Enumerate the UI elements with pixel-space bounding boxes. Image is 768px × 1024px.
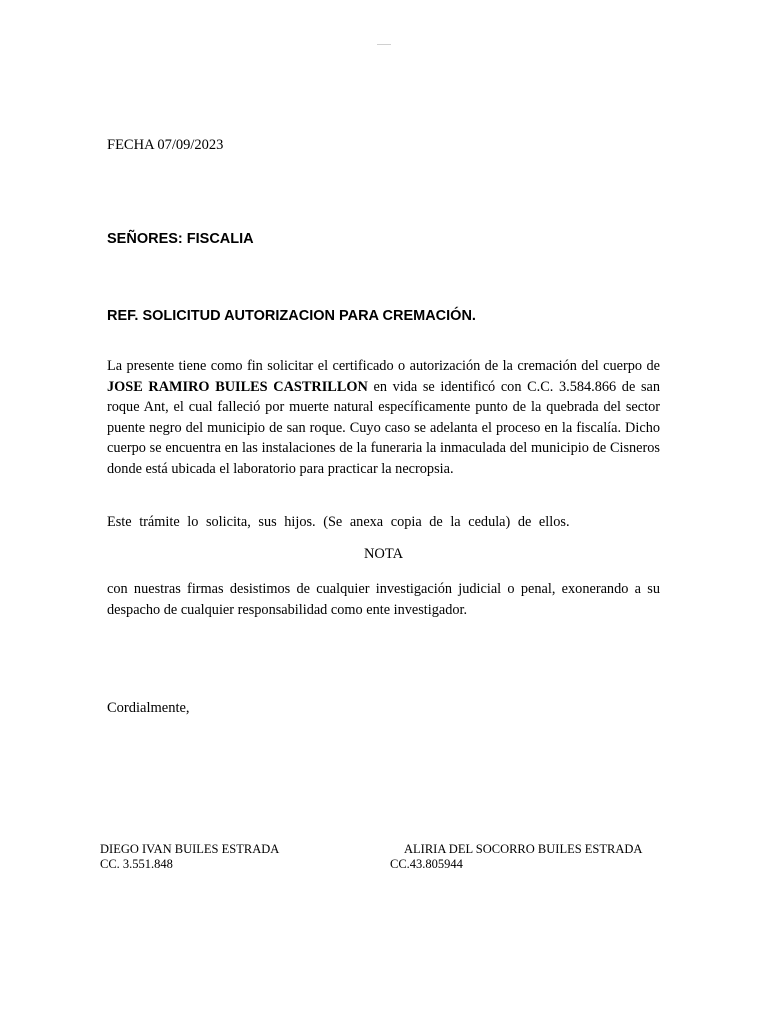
nota-heading: NOTA <box>363 546 404 562</box>
signatory-name: ALIRIA DEL SOCORRO BUILES ESTRADA <box>404 842 643 856</box>
request-text-start: La presente tiene como fin solicitar el certificado o autorización de la cremación del cuerpo de <box>107 358 660 374</box>
request-paragraph <box>107 356 660 479</box>
requesters-paragraph: Este trámite lo solicita, sus hijos. (Se anexa copia de la cedula) de ellos. <box>107 514 570 530</box>
reference-heading: REF. SOLICITUD AUTORIZACION PARA CREMACIÓN. <box>107 308 476 324</box>
closing-salutation: Cordialmente, <box>107 700 190 716</box>
signature-block-left <box>100 842 279 872</box>
recipient-heading: SEÑORES: FISCALIA <box>107 231 254 247</box>
signatory-id: CC.43.805944 <box>390 857 463 871</box>
document-date: FECHA 07/09/2023 <box>107 137 224 153</box>
header-mark <box>377 44 391 45</box>
signatory-id: CC. 3.551.848 <box>100 857 173 871</box>
signatory-name: DIEGO IVAN BUILES ESTRADA <box>100 842 280 856</box>
signature-block-right <box>390 842 642 872</box>
waiver-paragraph: con nuestras firmas desistimos de cualquier investigación judicial o penal, exonerando a su despacho de cualquier responsabilidad como ente investigador. <box>107 581 660 618</box>
request-text-end: en vida se identificó con C.C. 3.584.866 de san roque Ant, el cual falleció por muerte natural específicamente punto de la quebrada del sector puente negro del municipio de san roque. Cuyo caso se adelanta el proceso en la fiscalía. Dicho cuerpo se encuentra en las instalaciones de la funeraria la inmaculada del municipio de Cisneros donde está ubicada el laboratorio para practicar la necropsia. <box>107 378 661 477</box>
deceased-name: JOSE RAMIRO BUILES CASTRILLON <box>107 378 368 395</box>
